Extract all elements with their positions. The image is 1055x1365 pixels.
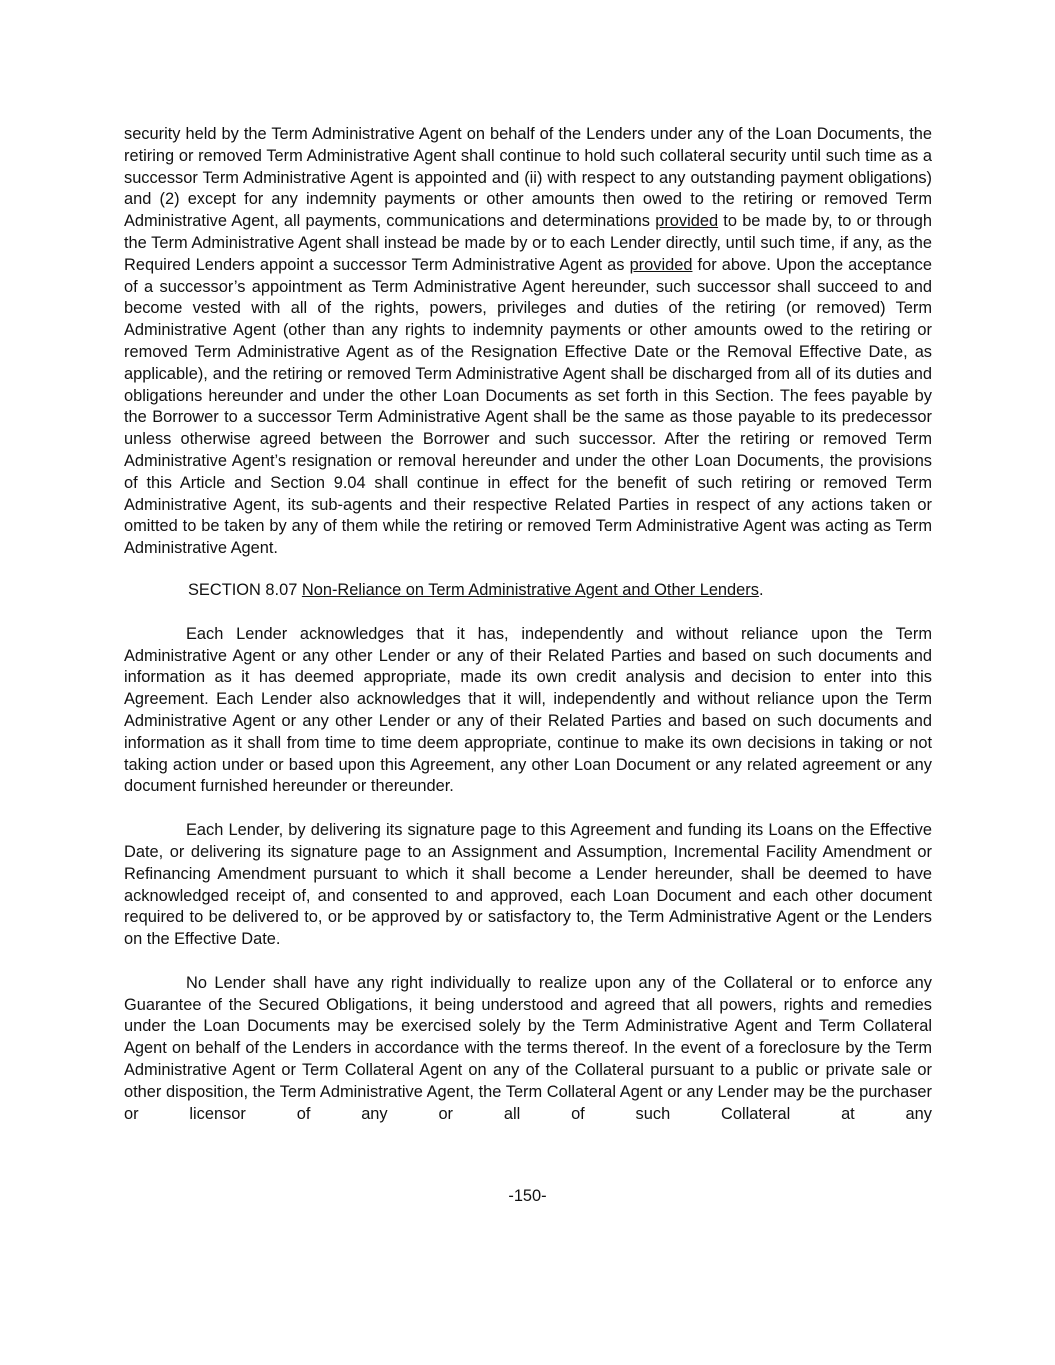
paragraph-signature-delivery: Each Lender, by delivering its signature page to this Agreement and funding its Loans on the Effective Date, or delivering its signature page to an Assignment and Assumption, Incremental Facility Amendment or Refinancing Amendment pursuant to which it shall become a Lender hereunder, shall be deemed to have acknowledged receipt of, and consented to and approved, each Loan Document and each other document required to be delivered to, or be approved by or satisfactory to, the Term Administrative Agent or the Lenders on the Effective Date. (124, 821, 932, 949)
paragraph-text: security held by the Term Administrative Agent on behalf of the Lenders under any of the Loan Documents, the retiring or removed Term Administrative Agent shall continue to hold such collateral security until such time as a successor Term Administrative Agent is appointed and (ii) with respect to any outstanding payment obligations) and (2) except for any indemnity payments or other amounts then owed to the retiring or removed Term Administrative Agent, all payments, communications and determinations (124, 125, 932, 231)
paragraph-text: to be made by, to or through the Term Administrative Agent shall instead be made by or to each Lender directly, until such time, if any, as the Required Lenders appoint a successor Term Administrative Agent as (124, 212, 932, 274)
paragraph-non-reliance: Each Lender acknowledges that it has, independently and without reliance upon the Term Administrative Agent or any other Lender or any of their Related Parties and based on such documents and information as it has deemed appropriate, made its own credit analysis and decision to enter into this Agreement. Each Lender also acknowledges that it will, independently and without reliance upon the Term Administrative Agent or any other Lender or any of their Related Parties and based on such documents and information as it shall from time to time deem appropriate, continue to make its own decisions in taking or not taking action under or based upon this Agreement, any other Loan Document or any related agreement or any document furnished hereunder or thereunder. (124, 624, 932, 796)
paragraph-continuation (124, 124, 932, 560)
section-heading (124, 580, 932, 602)
provided-term: provided (655, 212, 719, 231)
paragraph-text: for above. Upon the acceptance of a successor’s appointment as Term Administrative Agent hereunder, such successor shall succeed to and become vested with all of the rights, powers, privileges and duties of the retiring (or removed) Term Administrative Agent (other than any rights to indemnity payments or other amounts owed to the retiring or removed Term Administrative Agent as of the Resignation Effective Date or the Removal Effective Date, as applicable), and the retiring or removed Term Administrative Agent shall be discharged from all of its duties and obligations hereunder and under the other Loan Documents as set forth in this Section. The fees payable by the Borrower to a successor Term Administrative Agent shall be the same as those payable to its predecessor unless otherwise agreed between the Borrower and such successor. After the retiring or removed Term Administrative Agent’s resignation or removal hereunder and under the other Loan Documents, the provisions of this Article and Section 9.04 shall continue in effect for the benefit of such retiring or removed Term Administrative Agent, its sub-agents and their respective Related Parties in respect of any actions taken or omitted to be taken by any of them while the retiring or removed Term Administrative Agent was acting as Term Administrative Agent. (124, 255, 932, 558)
page-number: -150- (508, 1187, 547, 1205)
section-number: SECTION 8.07 (188, 580, 298, 599)
section-title: Non-Reliance on Term Administrative Agent and Other Lenders (301, 580, 759, 599)
document-page (124, 124, 932, 1125)
provided-term: provided (629, 255, 693, 274)
section-period: . (758, 580, 764, 599)
paragraph-collateral-rights: No Lender shall have any right individually to realize upon any of the Collateral or to enforce any Guarantee of the Secured Obligations, it being understood and agreed that all powers, rights and remedies under the Loan Documents may be exercised solely by the Term Administrative Agent and Term Collateral Agent on behalf of the Lenders in accordance with the terms thereof. In the event of a foreclosure by the Term Administrative Agent or Term Collateral Agent on any of the Collateral pursuant to a public or private sale or other disposition, the Term Administrative Agent, the Term Collateral Agent or any Lender may be the purchaser or licensor of any or all of such Collateral at any (124, 973, 932, 1123)
